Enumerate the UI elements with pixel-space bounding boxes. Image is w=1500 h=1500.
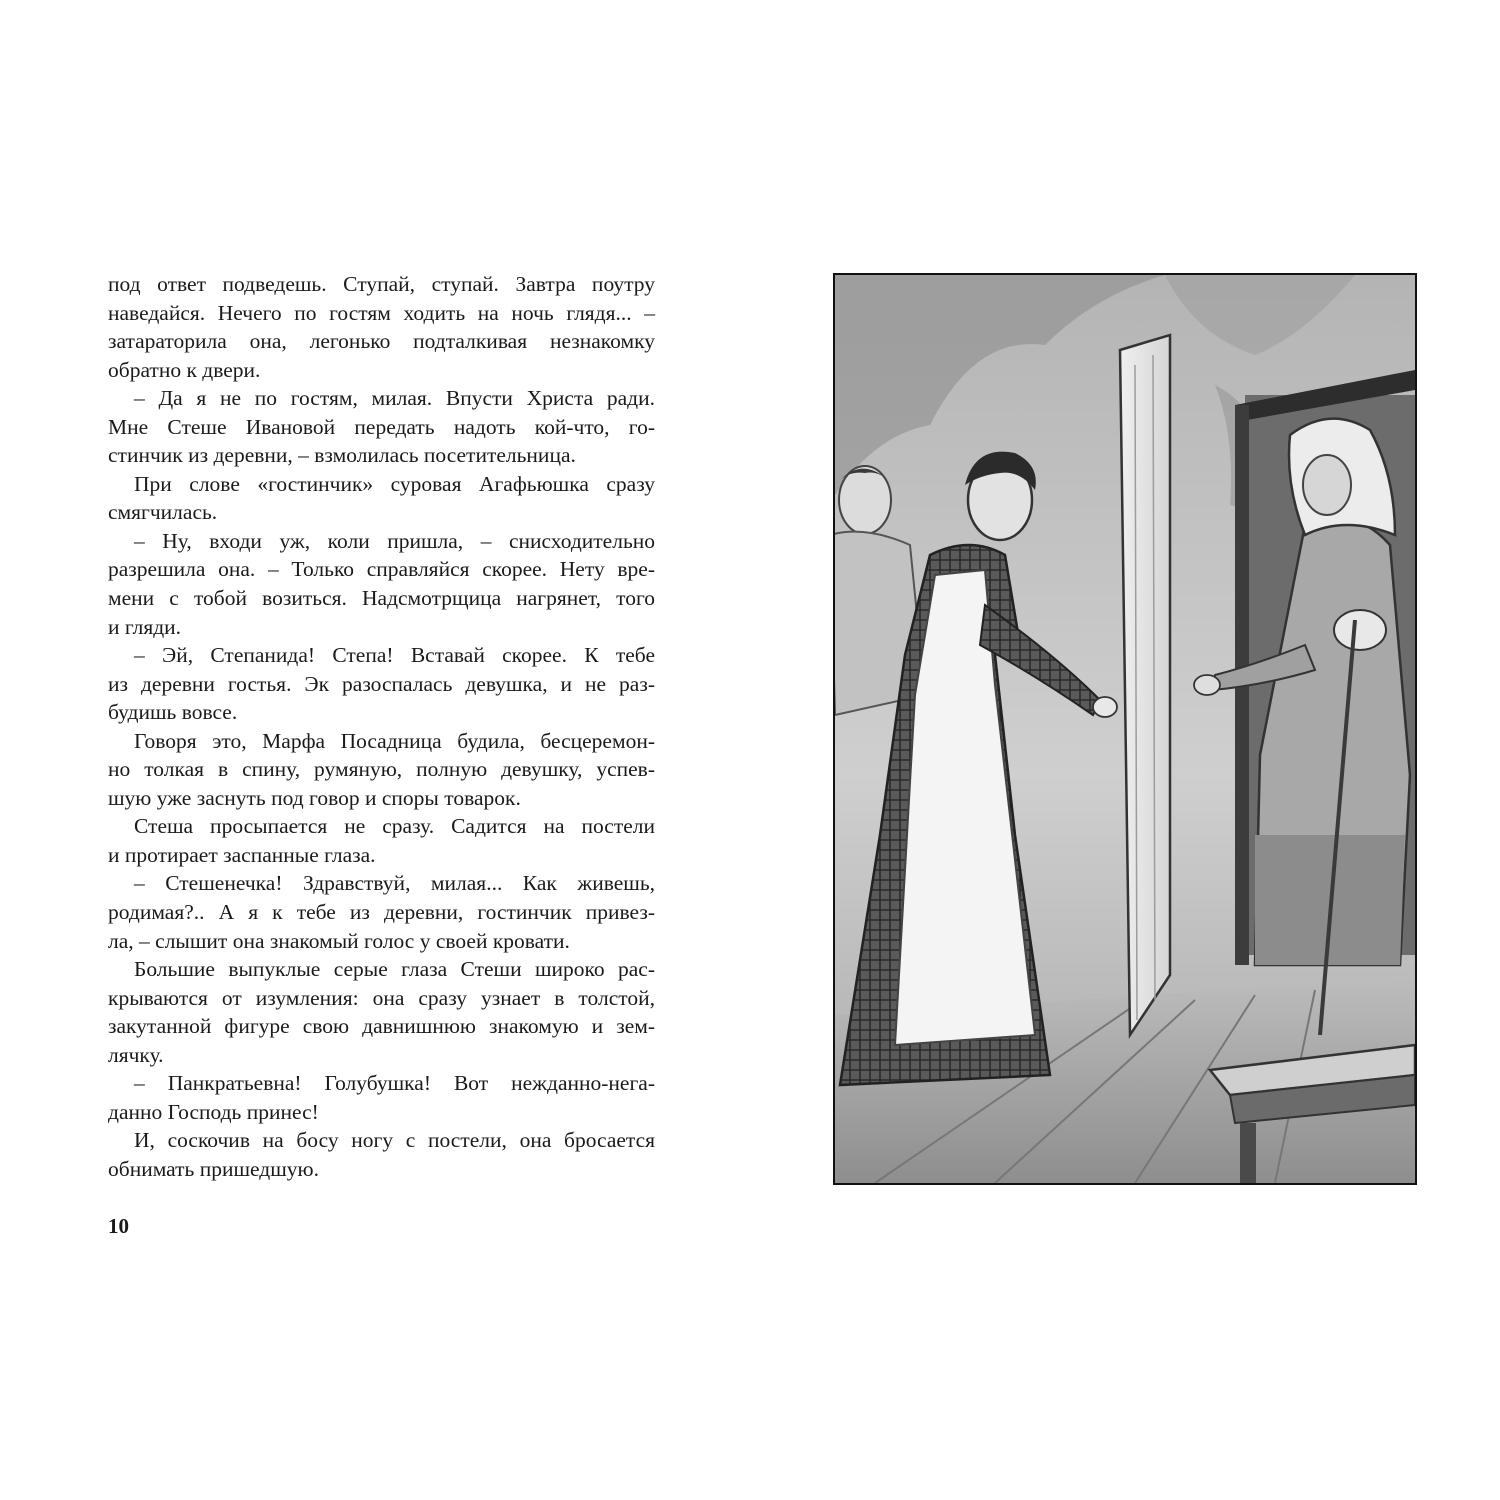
text-line: стинчик из деревни, – взмолилась посетительница. xyxy=(108,443,576,468)
illustration-drawing xyxy=(835,275,1415,1183)
text-line: Стеша просыпается не сразу. Садится на постели xyxy=(134,814,655,839)
text-line: ла, – слышит она знакомый голос у своей кровати. xyxy=(108,928,570,953)
text-line: данно Господь принес! xyxy=(108,1099,319,1124)
old-woman-mittens xyxy=(1334,610,1386,650)
illustration xyxy=(833,273,1417,1185)
text-line: – Панкратьевна! Голубушка! Вот нежданно-негa- xyxy=(134,1071,655,1096)
text-line: под ответ подведешь. Ступай, ступай. Завтра поутру xyxy=(108,272,655,296)
text-line: крываются от изумления: она сразу узнает в толстой, xyxy=(108,985,655,1010)
table-leg xyxy=(1240,1123,1256,1183)
text-line: разрешила она. – Только справляйся скорее. Нету вре- xyxy=(108,557,655,582)
text-line: лячку. xyxy=(108,1042,164,1067)
old-woman-face xyxy=(1303,455,1351,515)
text-line: из деревни гостья. Эк разоспалась девушка, и не раз- xyxy=(108,671,655,696)
text-line: – Стешенечка! Здравствуй, милая... Как живешь, xyxy=(134,871,655,896)
body-text xyxy=(108,270,655,1184)
text-line: шую уже заснуть под говор и споры товарок. xyxy=(108,785,521,810)
text-line: наведайся. Нечего по гостям ходить на ночь глядя... – xyxy=(108,300,655,325)
text-line: смягчилась. xyxy=(108,500,218,525)
text-line: и протирает заспанные глаза. xyxy=(108,842,376,867)
text-line: и гляди. xyxy=(108,614,182,639)
text-line: родимая?.. А я к тебе из деревни, гостинчик привез- xyxy=(108,900,655,925)
text-line: мени с тобой возиться. Надсмотрщица нагрянет, того xyxy=(108,586,655,611)
text-line: закутанной фигуре свою давнишнюю знакомую и зем- xyxy=(108,1014,655,1039)
text-line: – Эй, Степанида! Степа! Вставай скорее. К тебе xyxy=(134,643,655,668)
text-line: – Да я не по гостям, милая. Впусти Христа ради. xyxy=(134,386,655,411)
text-line: Большие выпуклые серые глаза Стеши широко рас- xyxy=(134,957,655,982)
text-line: И, соскочив на босу ногу с постели, она бросается xyxy=(134,1128,655,1153)
text-line: обнимать пришедшую. xyxy=(108,1156,319,1181)
text-line: – Ну, входи уж, коли пришла, – снисходительно xyxy=(134,528,655,553)
text-line: При слове «гостинчик» суровая Агафьюшка сразу xyxy=(134,471,655,496)
text-line: но толкая в спину, румяную, полную девушку, успев- xyxy=(108,757,655,782)
text-line: будишь вовсе. xyxy=(108,700,238,725)
text-line: обратно к двери. xyxy=(108,357,261,382)
old-woman-hand xyxy=(1194,675,1220,695)
text-line: Говоря это, Марфа Посадница будила, бесцеремон- xyxy=(134,728,655,753)
door-panel xyxy=(1120,335,1170,1035)
text-line: Мне Стеше Ивановой передать надоть кой-что, го- xyxy=(108,414,655,439)
young-woman-hand xyxy=(1093,697,1117,717)
text-line: затараторила она, легонько подталкивая незнакомку xyxy=(108,329,655,354)
page-number: 10 xyxy=(108,1214,129,1238)
